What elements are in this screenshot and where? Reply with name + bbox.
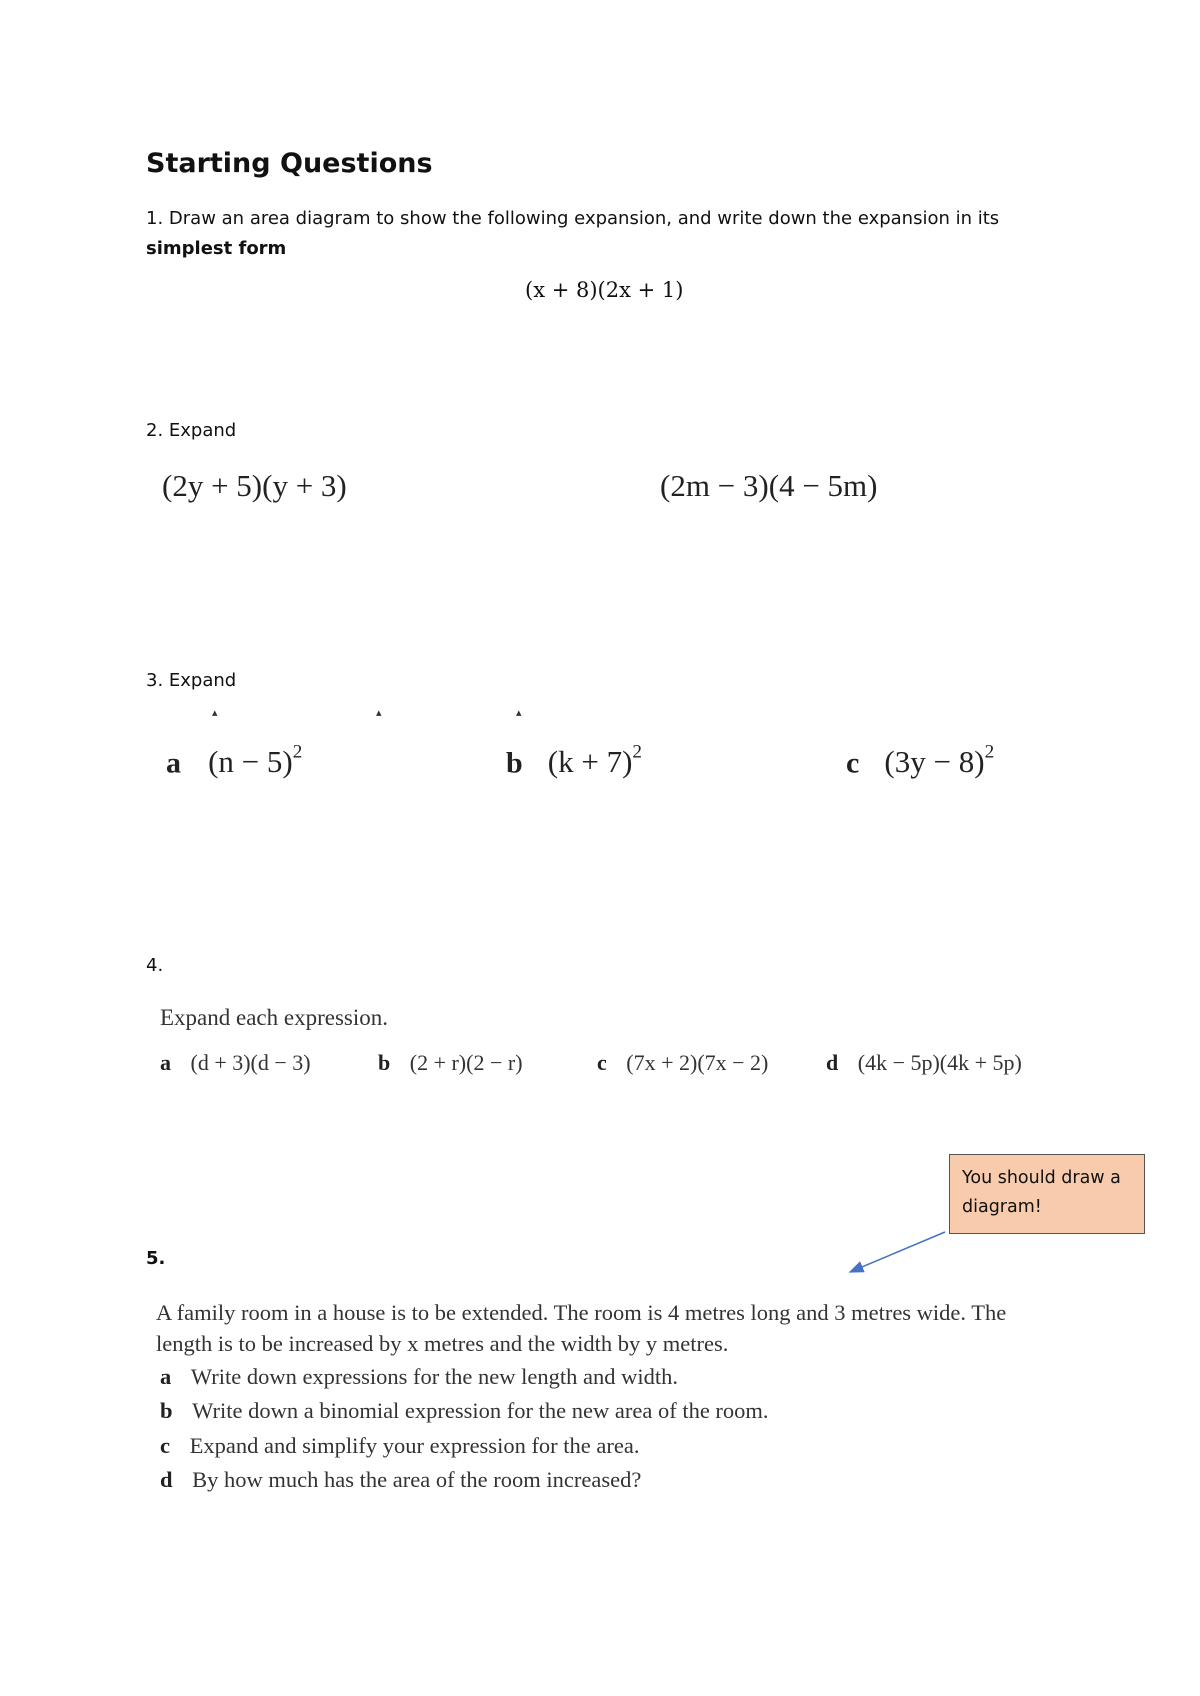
q4-part-a-letter: a bbox=[160, 1050, 171, 1075]
q5-part-b-letter: b bbox=[160, 1398, 173, 1423]
q4-part-c-letter: c bbox=[597, 1050, 607, 1075]
q5-part-c-text: Expand and simplify your expression for the area. bbox=[189, 1433, 640, 1458]
q2-expression-right: (2m − 3)(4 − 5m) bbox=[660, 468, 878, 503]
q1-number: 1. bbox=[146, 208, 164, 229]
q3-part-c-letter: c bbox=[846, 746, 860, 780]
callout-box: You should draw a diagram! bbox=[949, 1154, 1145, 1234]
q2-label: 2. Expand bbox=[146, 420, 237, 441]
q4-part-b-expr: (2 + r)(2 − r) bbox=[409, 1050, 523, 1075]
q5-part-a-text: Write down expressions for the new length and width. bbox=[190, 1364, 678, 1389]
q5-part-d-letter: d bbox=[160, 1467, 173, 1492]
q5-label: 5. bbox=[146, 1248, 166, 1269]
q3-label: 3. Expand bbox=[146, 670, 237, 691]
q5-part-d bbox=[160, 1467, 641, 1493]
q4-part-d-expr: (4k − 5p)(4k + 5p) bbox=[857, 1050, 1022, 1075]
q3-mark-c: ▴ bbox=[516, 706, 522, 719]
q1-bold-text: simplest form bbox=[146, 238, 287, 259]
q3-part-a-letter: a bbox=[166, 746, 181, 780]
q3-part-b-expr: $(k + 7)^2$ bbox=[547, 742, 643, 780]
q4-instruction: Expand each expression. bbox=[160, 1005, 389, 1030]
q2-expression-left: (2y + 5)(y + 3) bbox=[162, 468, 347, 503]
q4-part-a-expr: (d + 3)(d − 3) bbox=[190, 1050, 311, 1075]
q4-part-c-expr: (7x + 2)(7x − 2) bbox=[626, 1050, 769, 1075]
q1-instruction: Draw an area diagram to show the following expansion, and write down the expansion in its bbox=[168, 208, 1000, 229]
q4-part-b-letter: b bbox=[378, 1050, 391, 1075]
page-title: Starting Questions bbox=[146, 148, 433, 179]
q5-part-c bbox=[160, 1433, 640, 1459]
q3-part-a-expr: $(n - 5)^2$ bbox=[208, 742, 303, 780]
q5-part-b bbox=[160, 1398, 769, 1424]
q4-part-d-letter: d bbox=[826, 1050, 839, 1075]
q4-label: 4. bbox=[146, 955, 164, 976]
q5-line2: length is to be increased by x metres and the width by y metres. bbox=[156, 1331, 729, 1356]
q3-part-c-expr: $(3y - 8)^2$ bbox=[884, 742, 995, 780]
q3-mark-b: ▴ bbox=[376, 706, 382, 719]
q1-expression: (x + 8)(2x + 1) bbox=[525, 278, 684, 302]
q5-part-c-letter: c bbox=[160, 1433, 170, 1458]
q5-line1: A family room in a house is to be extended. The room is 4 metres long and 3 metres wide. The bbox=[156, 1300, 1007, 1325]
q5-part-a-letter: a bbox=[160, 1364, 172, 1389]
q5-part-a bbox=[160, 1364, 678, 1390]
q3-part-b-letter: b bbox=[506, 746, 523, 780]
q3-mark-a: ▴ bbox=[212, 706, 218, 719]
q5-part-b-text: Write down a binomial expression for the new area of the room. bbox=[192, 1398, 769, 1423]
q5-part-d-text: By how much has the area of the room increased? bbox=[192, 1467, 642, 1492]
